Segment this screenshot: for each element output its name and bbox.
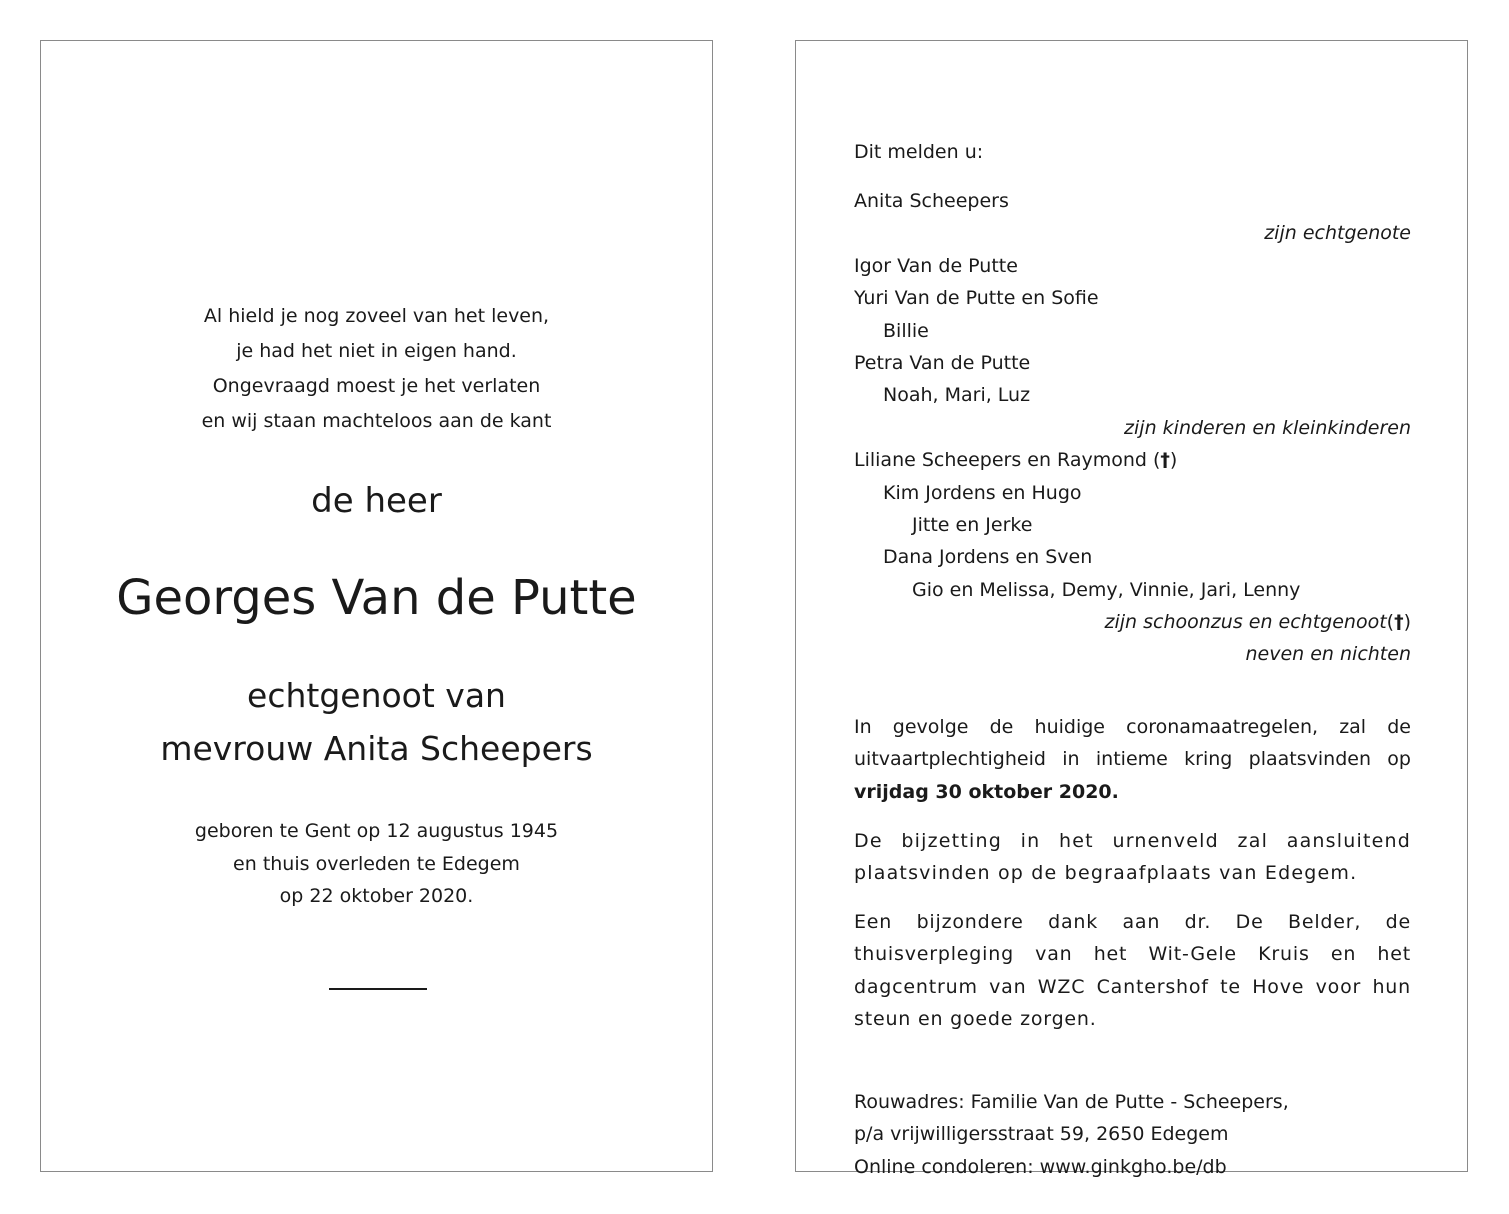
poem-line: Al hield je nog zoveel van het leven, — [203, 305, 550, 327]
date-line: op 22 oktober 2020. — [279, 885, 474, 907]
relation-text: zijn schoonzus en echtgenoot — [1104, 611, 1387, 634]
date-line: en thuis overleden te Edegem — [233, 852, 520, 875]
ceremony-text: In gevolge de huidige coronamaatregelen, zal de uitvaartplechtigheid in intieme kring plaatsvinden op — [854, 716, 1411, 771]
family-list — [854, 185, 1411, 671]
relation-label: zijn echtgenote — [1264, 222, 1411, 245]
condolence-link[interactable]: Online condoleren: www.ginkgho.be/db — [854, 1155, 1227, 1178]
relation-label — [854, 606, 1411, 638]
family-member: Jitte en Jerke — [912, 513, 1033, 536]
ceremony-paragraph — [854, 711, 1411, 808]
spouse-line: mevrouw Anita Scheepers — [160, 729, 593, 768]
family-member: Noah, Mari, Luz — [883, 384, 1031, 407]
family-member — [854, 444, 1411, 476]
family-member: Billie — [883, 319, 929, 342]
cross-icon: † — [1394, 611, 1404, 634]
spouse-mention — [41, 669, 712, 775]
family-member: Gio en Melissa, Demy, Vinnie, Jari, Lenny — [912, 578, 1301, 601]
poem — [41, 299, 712, 439]
address-line: Rouwadres: Familie Van de Putte - Scheepers, — [854, 1091, 1289, 1113]
relation-label: neven en nichten — [1245, 643, 1411, 666]
family-member: Dana Jordens en Sven — [883, 546, 1093, 569]
divider-line — [329, 988, 427, 990]
honorific: de heer — [311, 481, 442, 521]
back-card — [795, 40, 1468, 1178]
ceremony-date: vrijdag 30 oktober 2020. — [854, 780, 1119, 803]
paren-open: ( — [1386, 611, 1395, 634]
paren-close: ) — [1169, 449, 1178, 472]
family-member: Petra Van de Putte — [854, 351, 1031, 374]
poem-line: Ongevraagd moest je het verlaten — [212, 375, 541, 397]
front-card — [40, 40, 713, 1172]
address-line: p/a vrijwilligersstraat 59, 2650 Edegem — [854, 1123, 1229, 1146]
family-member: Yuri Van de Putte en Sofie — [854, 287, 1099, 310]
family-member: Igor Van de Putte — [854, 254, 1018, 277]
member-name: Liliane Scheepers en Raymond ( — [854, 449, 1161, 472]
thanks-paragraph: Een bijzondere dank aan dr. De Belder, de thuisverpleging van het Wit-Gele Kruis en het dagcentrum van WZC Cantershof te Hove voor hun steun en goede zorgen. — [854, 911, 1411, 1030]
deceased-name: Georges Van de Putte — [116, 570, 637, 626]
cross-icon: † — [1160, 449, 1170, 472]
poem-line: je had het niet in eigen hand. — [236, 340, 517, 362]
paren-close: ) — [1403, 611, 1411, 634]
relation-label: zijn kinderen en kleinkinderen — [1124, 416, 1411, 439]
poem-line: en wij staan machteloos aan de kant — [201, 410, 552, 432]
spouse-line: echtgenoot van — [247, 676, 506, 715]
mourning-address — [854, 1086, 1411, 1183]
life-dates — [41, 815, 712, 913]
family-member: Kim Jordens en Hugo — [883, 481, 1082, 504]
family-member: Anita Scheepers — [854, 190, 1009, 212]
date-line: geboren te Gent op 12 augustus 1945 — [194, 820, 559, 842]
intro-text: Dit melden u: — [854, 141, 984, 163]
burial-paragraph: De bijzetting in het urnenveld zal aansluitend plaatsvinden op de begraafplaats van Edegem. — [854, 830, 1411, 885]
